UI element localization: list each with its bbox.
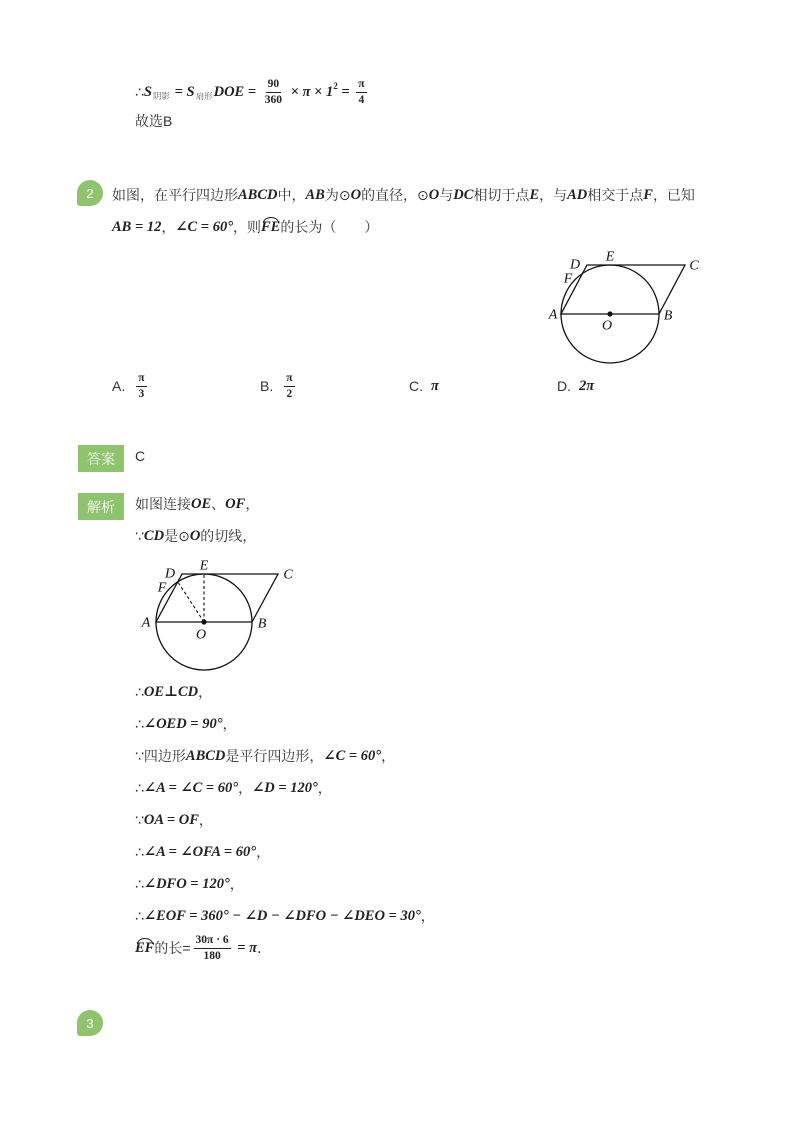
option-a-label: A. xyxy=(112,378,126,394)
analysis-line-10 xyxy=(135,901,435,931)
option-a xyxy=(112,371,150,401)
math-expression: ∠D = 120° xyxy=(252,780,318,796)
text-run: ∵ xyxy=(135,811,144,828)
point-label-b: B xyxy=(663,308,673,324)
math-expression: ∠A = ∠C = 60° xyxy=(143,780,239,796)
fraction-numerator: 30π · 6 xyxy=(194,934,231,949)
option-b xyxy=(260,371,298,401)
math-expression: ∠EOF = 360° − ∠D − ∠DFO − ∠DEO = 30° xyxy=(143,908,421,924)
point-label-e: E xyxy=(199,558,209,574)
point-label-c: C xyxy=(689,258,699,274)
math-expression: E xyxy=(529,186,540,203)
text-run: 如图连接 xyxy=(135,496,191,512)
math-expression: = S xyxy=(171,83,195,100)
math-expression: ∠OED = 90° xyxy=(143,716,223,732)
math-expression: OA = OF xyxy=(143,811,199,828)
question-number-badge: 2 xyxy=(77,180,103,206)
math-expression: DOE = xyxy=(213,83,260,100)
question-number-badge: 3 xyxy=(77,1010,103,1036)
analysis-line-4 xyxy=(135,709,237,739)
point-label-a: A xyxy=(548,307,558,323)
math-expression: = xyxy=(337,83,354,100)
fraction xyxy=(194,934,231,963)
segment-of xyxy=(178,582,204,622)
point-label-e: E xyxy=(605,249,615,265)
analysis-line-5 xyxy=(135,741,395,771)
text-run: 为⊙ xyxy=(324,187,351,203)
text-run: ， xyxy=(317,780,332,796)
math-expression: OF xyxy=(225,495,246,512)
analysis-line-1 xyxy=(135,489,259,519)
fraction-denominator: 3 xyxy=(138,387,145,400)
text-run: ， xyxy=(381,748,396,764)
fraction xyxy=(136,372,146,401)
fraction-numerator: π xyxy=(136,372,146,387)
prev-solution-choice-line xyxy=(135,106,172,136)
text-run: 的长= xyxy=(154,940,191,956)
text-run: 相切于点 xyxy=(473,187,530,203)
answer-value xyxy=(135,441,145,471)
point-label-b: B xyxy=(257,616,267,632)
option-d-value xyxy=(579,378,594,395)
math-expression: CD xyxy=(143,527,165,544)
analysis-line-2 xyxy=(135,521,256,551)
option-c xyxy=(409,371,439,401)
text-run: ， xyxy=(420,908,435,924)
text-run: ∴ xyxy=(135,83,144,100)
arc-notation: FE xyxy=(261,218,281,235)
math-expression: O xyxy=(350,186,362,203)
math-expression: 2π xyxy=(579,377,595,394)
point-label-d: D xyxy=(569,257,581,273)
math-expression: ∠A = ∠OFA = 60° xyxy=(143,844,257,860)
fraction-numerator: 90 xyxy=(266,78,282,93)
text-run: ， xyxy=(222,716,237,732)
text-run: 中， xyxy=(277,187,306,203)
math-expression: O xyxy=(189,527,201,544)
subscript: 扇形 xyxy=(195,91,213,101)
point-label-d: D xyxy=(164,566,176,582)
analysis-line-3 xyxy=(135,677,212,707)
analysis-line-9 xyxy=(135,869,244,899)
math-expression: ∠DFO = 120° xyxy=(143,876,230,892)
option-c-value xyxy=(431,378,439,395)
math-expression: S xyxy=(143,83,152,100)
text-run: ，则 xyxy=(233,219,261,235)
math-expression: OE⊥CD xyxy=(143,684,199,700)
point-label-f: F xyxy=(563,271,573,287)
point-label-a: A xyxy=(141,615,151,631)
math-expression: ∠C = 60° xyxy=(323,748,382,764)
text-run: ， xyxy=(229,876,244,892)
center-point-o xyxy=(607,311,612,316)
text-run: 、 xyxy=(211,496,226,512)
analysis-line-8 xyxy=(135,837,270,867)
analysis-tag: 解析 xyxy=(78,493,124,520)
text-run: 的直径，⊙ xyxy=(361,187,429,203)
math-expression: DC xyxy=(453,186,474,203)
text-run: 是⊙ xyxy=(164,528,190,544)
option-b-label: B. xyxy=(260,378,274,394)
text-run: ， xyxy=(256,844,271,860)
point-label-c: C xyxy=(283,567,293,583)
superscript: 2 xyxy=(333,81,338,91)
fraction-denominator: 360 xyxy=(264,93,282,106)
text-run: ∴ xyxy=(135,779,144,796)
text-run: ， xyxy=(161,219,176,235)
math-expression: F xyxy=(643,186,653,203)
text-run: ∴ xyxy=(135,907,144,924)
text-run: ∴ xyxy=(135,683,144,700)
text-run: ， xyxy=(198,684,213,700)
fraction-numerator: π xyxy=(356,78,366,93)
text-run: ， xyxy=(238,780,253,796)
text-run: ， xyxy=(198,812,213,828)
center-point-o xyxy=(201,619,206,624)
option-d xyxy=(557,371,594,401)
text-run: 故选B xyxy=(135,113,173,129)
point-label-o: O xyxy=(195,627,207,643)
question-stem-line-2 xyxy=(112,212,378,242)
math-expression: π xyxy=(431,377,439,394)
text-run: 的切线， xyxy=(200,528,257,544)
analysis-line-6 xyxy=(135,773,332,803)
math-expression: OE xyxy=(191,495,212,512)
fraction-numerator: π xyxy=(284,372,294,387)
math-expression: O xyxy=(428,186,440,203)
math-expression: × π × 1 xyxy=(287,83,334,100)
math-expression: AB xyxy=(305,186,325,203)
point-label-o: O xyxy=(601,318,613,334)
text-run: ，已知 xyxy=(652,187,695,203)
option-b-value xyxy=(281,372,297,401)
text-run: 是平行四边形， xyxy=(225,748,324,764)
text-run: ． xyxy=(257,940,272,956)
fraction-denominator: 2 xyxy=(286,387,293,400)
arc-notation: EF xyxy=(135,939,155,956)
math-expression: ∠C = 60° xyxy=(175,219,233,235)
text-run: ∴ xyxy=(135,875,144,892)
fraction xyxy=(284,372,294,401)
text-run: ∵ xyxy=(135,527,144,544)
analysis-line-7 xyxy=(135,805,213,835)
math-expression: ABCD xyxy=(238,186,278,203)
math-expression: AB = 12 xyxy=(112,218,162,235)
math-expression: ABCD xyxy=(185,747,226,764)
option-c-label: C. xyxy=(409,378,423,394)
fraction-denominator: 4 xyxy=(358,93,365,106)
fraction-denominator: 180 xyxy=(203,949,221,962)
text-run: 的长为（ ） xyxy=(280,219,379,235)
analysis-figure xyxy=(135,555,300,675)
prev-solution-area-line xyxy=(135,77,370,107)
question-figure xyxy=(540,245,705,370)
text-run: ，与 xyxy=(539,187,568,203)
text-run: ∴ xyxy=(135,715,144,732)
subscript: 阴影 xyxy=(153,91,171,101)
analysis-line-11 xyxy=(135,931,271,965)
fraction xyxy=(263,78,284,107)
answer-letter: C xyxy=(135,448,146,464)
answer-tag: 答案 xyxy=(78,445,124,472)
text-run: 与 xyxy=(439,187,454,203)
text-run: ， xyxy=(245,496,260,512)
point-label-f: F xyxy=(157,580,167,596)
text-run: ∴ xyxy=(135,843,144,860)
text-run: 如图，在平行四边形 xyxy=(112,187,238,203)
math-expression: AD xyxy=(567,186,588,203)
question-stem-line-1 xyxy=(112,180,695,210)
option-a-value xyxy=(133,372,149,401)
option-d-label: D. xyxy=(557,378,571,394)
text-run: ∵四边形 xyxy=(135,748,186,764)
fraction xyxy=(356,78,366,107)
math-expression: = π xyxy=(233,939,258,956)
text-run: 相交于点 xyxy=(587,187,644,203)
